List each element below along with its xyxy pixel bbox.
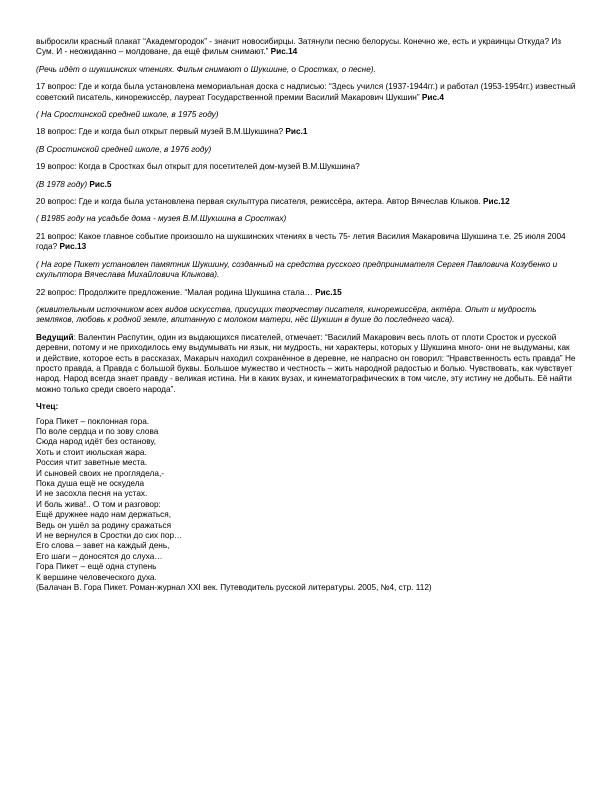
paragraph-text: 19 вопрос: Когда в Сростках был открыт для посетителей дом-музей В.М.Шукшина?: [36, 162, 360, 172]
poem-line: И не вернулся в Сростки до сих пор…: [36, 531, 183, 541]
poem-citation: (Балачан В. Гора Пикет. Роман-журнал XXI век. Путеводитель русской литературы. 2005, №4, стр. 112): [36, 583, 432, 593]
poem-line: Его слова – завет на каждый день,: [36, 541, 170, 551]
poem-line: Сюда народ идёт без останову,: [36, 437, 157, 447]
paragraph-text: ( На горе Пикет установлен памятник Шукшину, созданный на средства русского предпринимателя Сергея Павловича Козубенко и скульптора Вячеслава Михайловича Клыкова).: [36, 259, 558, 280]
lead-label: Ведущий: [36, 332, 74, 342]
lead-paragraph: [36, 333, 576, 395]
paragraph-text: (В 1978 году): [36, 179, 88, 189]
paragraph-text: (живительным источником всех видов искусства, присущих творчеству писателя, кинорежиссёра, актёра. Опыт и мудрость земляков, любовь к родной земле, впитанную с молоком матери, нёс Шукшин в душе до последнего часа).: [36, 304, 537, 325]
paragraph-text: 22 вопрос: Продолжите предложение. “Малая родина Шукшина стала…: [36, 287, 313, 297]
qa-section: [36, 37, 576, 326]
poem-line: И сыновей своих не проглядела,-: [36, 468, 164, 478]
paragraph-text: ( На Сростинской средней школе, в 1975 году): [36, 110, 219, 120]
question-paragraph: [36, 288, 576, 298]
poem-line: И боль жива!.. О том и разговор:: [36, 499, 161, 509]
figure-reference: Рис.4: [419, 92, 444, 102]
paragraph-text: 20 вопрос: Где и когда была установлена первая скульптура писателя, режиссёра, актера. Автор Вячеслав Клыков.: [36, 197, 481, 207]
poem-line: Хоть и стоит июльская жара.: [36, 447, 147, 457]
paragraph-text: ( В1985 году на усадьбе дома - музея В.М.Шукшина в Сростках): [36, 214, 287, 224]
poem-line: Пока душа ещё не оскудела: [36, 479, 145, 488]
answer-paragraph: [36, 180, 576, 190]
answer-paragraph: [36, 65, 576, 75]
paragraph-text: выбросили красный плакат “Академгородок” - значит новосибирцы. Затянули песню белорусы. Конечно же, есть и украинцы Откуда? Из Сум. И - неожиданно – молдоване, да ещё фильм снимают.”: [36, 37, 562, 57]
poem-line: К вершине человеческого духа.: [36, 572, 157, 582]
answer-paragraph: [36, 145, 576, 155]
paragraph-text: (Речь идёт о шукшинских чтениях. Фильм снимают о Шукшине, о Сростках, о песне).: [36, 64, 376, 74]
answer-paragraph: [36, 305, 576, 326]
poem-line: Гора Пикет – поклонная гора.: [36, 416, 150, 426]
answer-paragraph: [36, 110, 576, 120]
question-paragraph: [36, 82, 576, 103]
poem-line: Гора Пикет – ещё одна ступень: [36, 562, 157, 572]
question-paragraph: [36, 162, 576, 172]
poem-line: Россия чтит заветные места.: [36, 458, 148, 468]
figure-reference: Рис.12: [480, 197, 510, 207]
answer-paragraph: [36, 214, 576, 224]
figure-reference: Рис.15: [312, 287, 342, 297]
figure-reference: Рис.14: [268, 47, 298, 57]
lead-text: : Валентин Распутин, один из выдающихся писателей, отмечает: “Василий Макарович весь плоть от плоти Сросток и русской деревни, потому и не приходилось ему выдумывать ни язык, ни мудрость, ни характеры, которых у Шукшина много- они не выдуманы, как и действие, которое есть в рассказах, Макарыч находил сохранённое в деревне, не напрасно он говорил: “Нравственность есть правда” Не просто правда, а Правда с большой буквы. Большое мужество и честность – жить народной радостью и болью. Чувствовать, как чувствует народ. Народ всегда знает правду - великая истина. Ни в каких вузах, и кинематографических в том числе, эту истину не добыть. Её найти можно только среди своего народа”.: [36, 332, 576, 394]
question-paragraph: [36, 232, 576, 253]
figure-reference: Рис.13: [57, 242, 87, 252]
poem-line: Ведь он ушёл за родину сражаться: [36, 520, 172, 530]
poem-line: И не засохла песня на устах.: [36, 489, 148, 499]
poem-line: Ещё дружнее надо нам держаться,: [36, 510, 172, 520]
poem-line: Его шаги – доносятся до слуха…: [36, 551, 163, 561]
paragraph-text: 18 вопрос: Где и когда был открыт первый музей В.М.Шукшина?: [36, 127, 284, 137]
paragraph-text: (В Сростинской средней школе, в 1976 году): [36, 144, 212, 154]
reader-label: Чтец:: [36, 402, 59, 412]
answer-paragraph: [36, 260, 576, 281]
paragraph-text: 21 вопрос: Какое главное событие произошло на шукшинских чтениях в честь 75- летия Василия Макаровича Шукшина т.е. 25 июля 2004 года?: [36, 231, 566, 252]
figure-reference: Рис.1: [283, 127, 308, 137]
question-paragraph: [36, 197, 576, 207]
question-paragraph: [36, 37, 576, 58]
paragraph-text: 17 вопрос: Где и когда была установлена мемориальная доска с надписью: “Здесь учился (1937-1944гг.) и работал (1953-1954гг.) известный советский писатель, кинорежиссёр, лауреат Государственной премии Василий Макарович Шукшин”: [36, 82, 576, 102]
figure-reference: Рис.5: [87, 179, 112, 189]
poem-line: По воле сердца и по зову слова: [36, 426, 159, 436]
poem: [36, 417, 576, 584]
question-paragraph: [36, 127, 576, 137]
